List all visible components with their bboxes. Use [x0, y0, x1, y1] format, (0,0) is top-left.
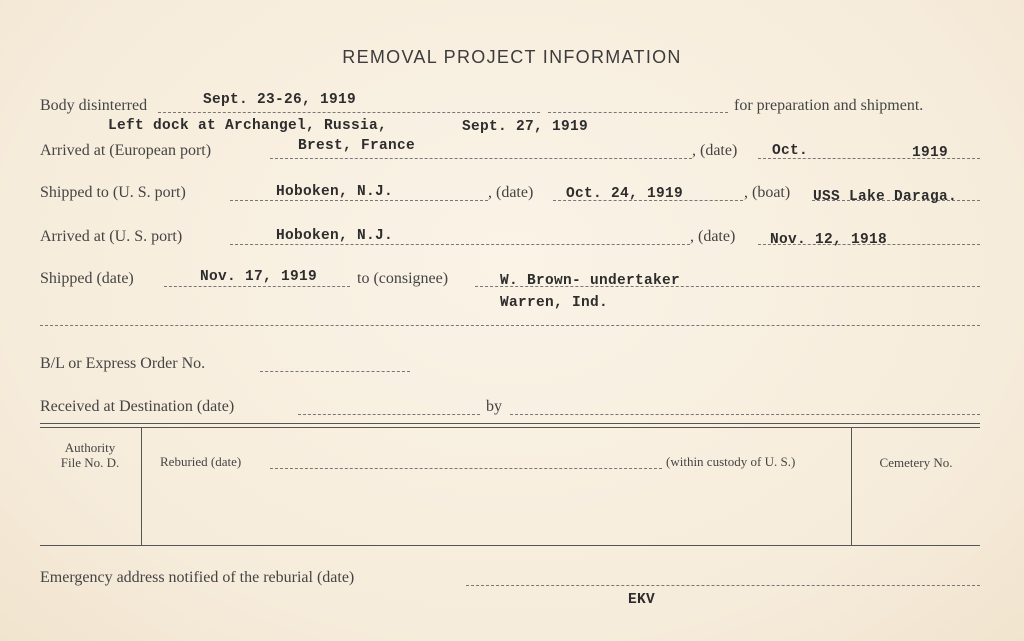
bl-express-line	[260, 371, 410, 372]
bl-express-label: B/L or Express Order No.	[40, 355, 206, 372]
received-date-line	[298, 414, 480, 415]
shipped-us-label: Shipped to (U. S. port)	[40, 184, 186, 201]
table-bottom-rule	[40, 545, 980, 546]
left-dock-note: Left dock at Archangel, Russia,	[108, 118, 388, 134]
shipped-date-label: Shipped (date)	[40, 270, 134, 287]
table-top-rule	[40, 423, 980, 424]
arrived-european-label: Arrived at (European port)	[40, 142, 212, 159]
arrived-us-date-value: Nov. 12, 1918	[770, 232, 888, 248]
arrived-european-date-month: Oct.	[772, 143, 809, 159]
body-disinterred-line-2	[548, 112, 728, 113]
cemetery-no-label: Cemetery No.	[879, 455, 953, 470]
received-by-label: by	[486, 398, 502, 415]
shipped-us-line	[230, 200, 488, 201]
table-top-rule-2	[40, 427, 980, 428]
reburied-line	[270, 468, 662, 469]
body-disinterred-line	[158, 112, 540, 113]
shipped-us-boat-label: , (boat)	[744, 184, 791, 201]
table-divider-right	[851, 428, 852, 546]
initials: EKV	[628, 592, 656, 608]
reburied-label: Reburied (date)	[160, 454, 242, 469]
arrived-us-port-value: Hoboken, N.J.	[276, 228, 394, 244]
consignee-extra-line	[40, 325, 980, 326]
emergency-label: Emergency address notified of the reburial (date)	[40, 569, 355, 586]
arrived-european-date-label: , (date)	[692, 142, 738, 159]
shipped-us-date-label: , (date)	[488, 184, 534, 201]
shipped-date-value: Nov. 17, 1919	[200, 269, 318, 285]
arrived-european-date-year: 1919	[912, 145, 949, 161]
shipped-us-port-value: Hoboken, N.J.	[276, 184, 394, 200]
received-by-line	[510, 414, 980, 415]
arrived-european-line	[270, 158, 692, 159]
preparation-shipment-text: for preparation and shipment.	[734, 97, 924, 114]
custody-label: (within custody of U. S.)	[666, 454, 796, 469]
consignee-value-line1: W. Brown- undertaker	[500, 273, 681, 289]
body-disinterred-label: Body disinterred	[40, 97, 148, 114]
shipped-us-date-value: Oct. 24, 1919	[566, 186, 684, 202]
emergency-line	[466, 585, 980, 586]
body-disinterred-value: Sept. 23-26, 1919	[203, 92, 357, 108]
form-title: REMOVAL PROJECT INFORMATION	[342, 47, 682, 67]
arrived-european-value: Brest, France	[298, 138, 416, 154]
shipped-us-boat-value: USS Lake Daraga.	[813, 189, 958, 205]
arrived-us-line	[230, 244, 690, 245]
arrived-us-date-label: , (date)	[690, 228, 736, 245]
consignee-value-line2: Warren, Ind.	[500, 295, 609, 311]
authority-label: Authority	[64, 440, 116, 455]
file-no-label: File No. D.	[60, 455, 120, 470]
arrived-us-label: Arrived at (U. S. port)	[40, 228, 183, 245]
received-label: Received at Destination (date)	[40, 398, 235, 415]
table-divider-left	[141, 428, 142, 546]
shipped-date-line	[164, 286, 350, 287]
consignee-label: to (consignee)	[357, 270, 449, 287]
left-dock-date: Sept. 27, 1919	[462, 119, 589, 135]
